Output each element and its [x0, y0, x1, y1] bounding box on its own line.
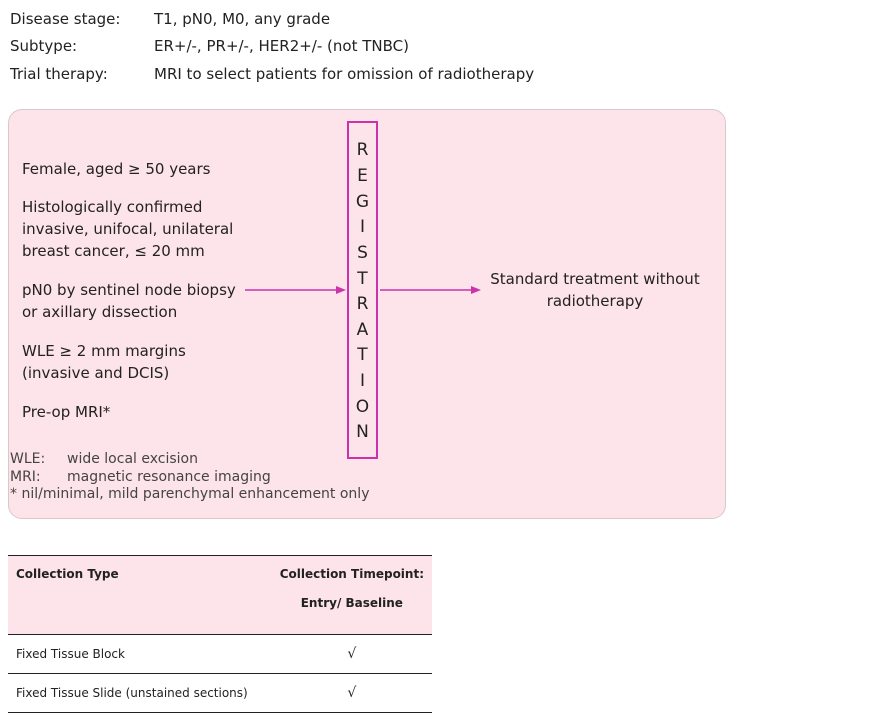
arrowhead-to-outcome	[471, 286, 481, 294]
registration-letter: T	[357, 269, 368, 289]
criterion-histology-line1: Histologically confirmed	[22, 198, 203, 216]
table-header-row	[8, 556, 432, 635]
abbreviation-wle	[10, 451, 340, 469]
registration-letter: A	[356, 320, 369, 340]
outcome-line1: Standard treatment without	[490, 270, 700, 288]
registration-letter: I	[359, 217, 365, 237]
abbreviation-wle-key: WLE:	[10, 451, 46, 467]
registration-letter: R	[356, 140, 369, 160]
header-collection-timepoint	[272, 556, 432, 635]
disease-stage-label: Disease stage:	[10, 10, 121, 28]
checkmark-cell: √	[272, 674, 432, 713]
registration-letter: S	[357, 243, 368, 263]
registration-letter: G	[355, 192, 370, 212]
collection-type-cell: Fixed Tissue Block	[8, 635, 272, 674]
trial-therapy-label: Trial therapy:	[10, 65, 108, 83]
registration-letter: I	[359, 371, 365, 391]
table-row	[8, 674, 432, 713]
abbreviation-wle-text: wide local excision	[67, 451, 198, 467]
criterion-margins-line1: WLE ≥ 2 mm margins	[22, 342, 186, 360]
abbreviation-mri-key: MRI:	[10, 469, 41, 485]
registration-letter: T	[357, 345, 368, 365]
subtype-label: Subtype:	[10, 37, 78, 55]
abbreviation-mri-text: magnetic resonance imaging	[67, 469, 271, 485]
collection-type-cell: Fixed Tissue Slide (unstained sections)	[8, 674, 272, 713]
header-collection-type: Collection Type	[8, 556, 272, 635]
checkmark-cell: √	[272, 635, 432, 674]
outcome-text	[482, 268, 708, 312]
criterion-histology-line2: invasive, unifocal, unilateral	[22, 220, 234, 238]
collection-table	[8, 555, 432, 713]
header-timepoint-line2: Entry/ Baseline	[300, 596, 403, 610]
criterion-nodes-line2: or axillary dissection	[22, 303, 178, 321]
registration-letter: N	[356, 422, 369, 442]
header-timepoint-line1: Collection Timepoint:	[279, 567, 424, 581]
criterion-margins-line2: (invasive and DCIS)	[22, 364, 170, 382]
outcome-line2: radiotherapy	[546, 292, 644, 310]
criterion-preop-mri: Pre-op MRI*	[22, 403, 111, 421]
abbreviation-mri	[10, 469, 340, 487]
criterion-nodes-line1: pN0 by sentinel node biopsy	[22, 281, 236, 299]
registration-letter: E	[357, 166, 368, 186]
registration-letter: O	[355, 397, 370, 417]
table-row	[8, 635, 432, 674]
criterion-histology-line3: breast cancer, ≤ 20 mm	[22, 242, 205, 260]
subtype-value: ER+/-, PR+/-, HER2+/- (not TNBC)	[154, 37, 409, 55]
criterion-age: Female, aged ≥ 50 years	[22, 160, 211, 178]
disease-stage-value: T1, pN0, M0, any grade	[154, 10, 331, 28]
trial-therapy-value: MRI to select patients for omission of radiotherapy	[154, 65, 535, 83]
arrowhead-to-registration	[336, 286, 346, 294]
footnote: * nil/minimal, mild parenchymal enhancement only	[10, 486, 370, 502]
registration-letter: R	[356, 294, 369, 314]
